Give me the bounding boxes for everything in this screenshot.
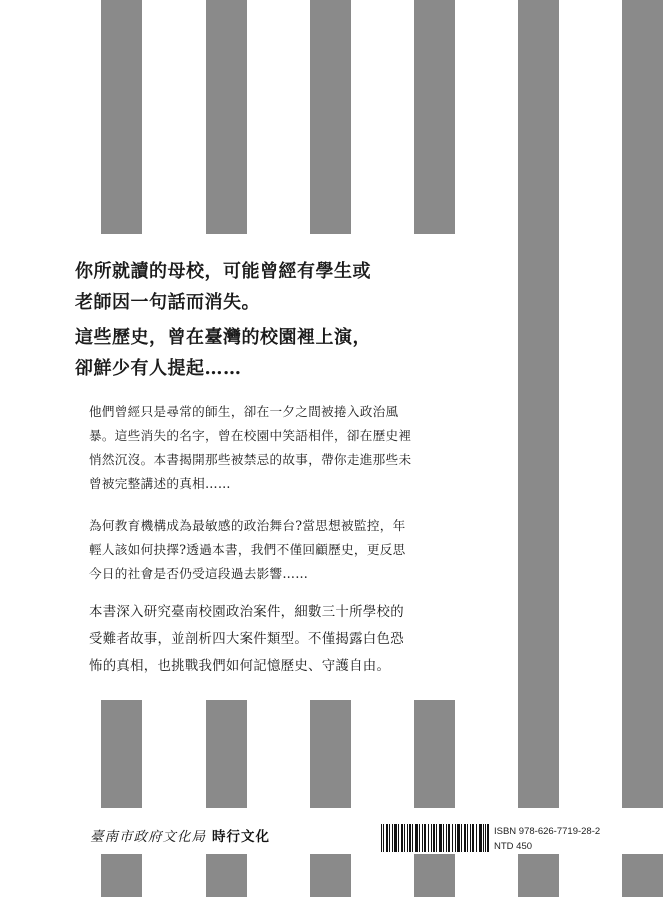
paragraph-line: 曾被完整講述的真相……	[89, 476, 231, 491]
paragraph-line: 受難者故事，並剖析四大案件類型。不僅揭露白色恐	[89, 632, 404, 647]
stripe	[310, 0, 351, 234]
barcode-icon	[381, 824, 489, 852]
publisher-logo-shixing: 時行文化	[212, 829, 270, 845]
stripe	[101, 700, 142, 897]
headline-line: 卻鮮少有人提起……	[75, 358, 242, 379]
stripe	[622, 0, 663, 897]
price-label: NTD 450	[494, 841, 533, 852]
stripe	[310, 700, 351, 897]
stripe	[101, 0, 142, 234]
headline-line: 這些歷史，曾在臺灣的校園裡上演，	[75, 327, 371, 348]
isbn-number: ISBN 978-626-7719-28-2	[494, 826, 601, 837]
paragraph-line: 為何教育機構成為最敏感的政治舞台?當思想被監控，年	[89, 518, 406, 533]
paragraph-line: 今日的社會是否仍受這段過去影響……	[89, 566, 309, 581]
stripe	[206, 0, 247, 234]
headline-line: 你所就讀的母校，可能曾經有學生或	[75, 261, 371, 282]
headline-line: 老師因一句話而消失。	[75, 292, 260, 313]
paragraph-line: 悄然沉沒。本書揭開那些被禁忌的故事，帶你走進那些未	[89, 452, 412, 467]
paragraph-line: 怖的真相，也挑戰我們如何記憶歷史、守護自由。	[89, 659, 391, 674]
stripe	[206, 700, 247, 897]
paragraph-line: 輕人該如何抉擇?透過本書，我們不僅回顧歷史，更反思	[89, 542, 406, 557]
paragraph-line: 暴。這些消失的名字，曾在校園中笑語相伴，卻在歷史裡	[89, 428, 412, 443]
stripe	[518, 0, 559, 897]
publisher-logo-tainan: 臺南市政府文化局	[90, 829, 206, 845]
paragraph-line: 本書深入研究臺南校園政治案件，細數三十所學校的	[89, 605, 404, 620]
paragraph-line: 他們曾經只是尋常的師生，卻在一夕之間被捲入政治風	[89, 404, 399, 419]
